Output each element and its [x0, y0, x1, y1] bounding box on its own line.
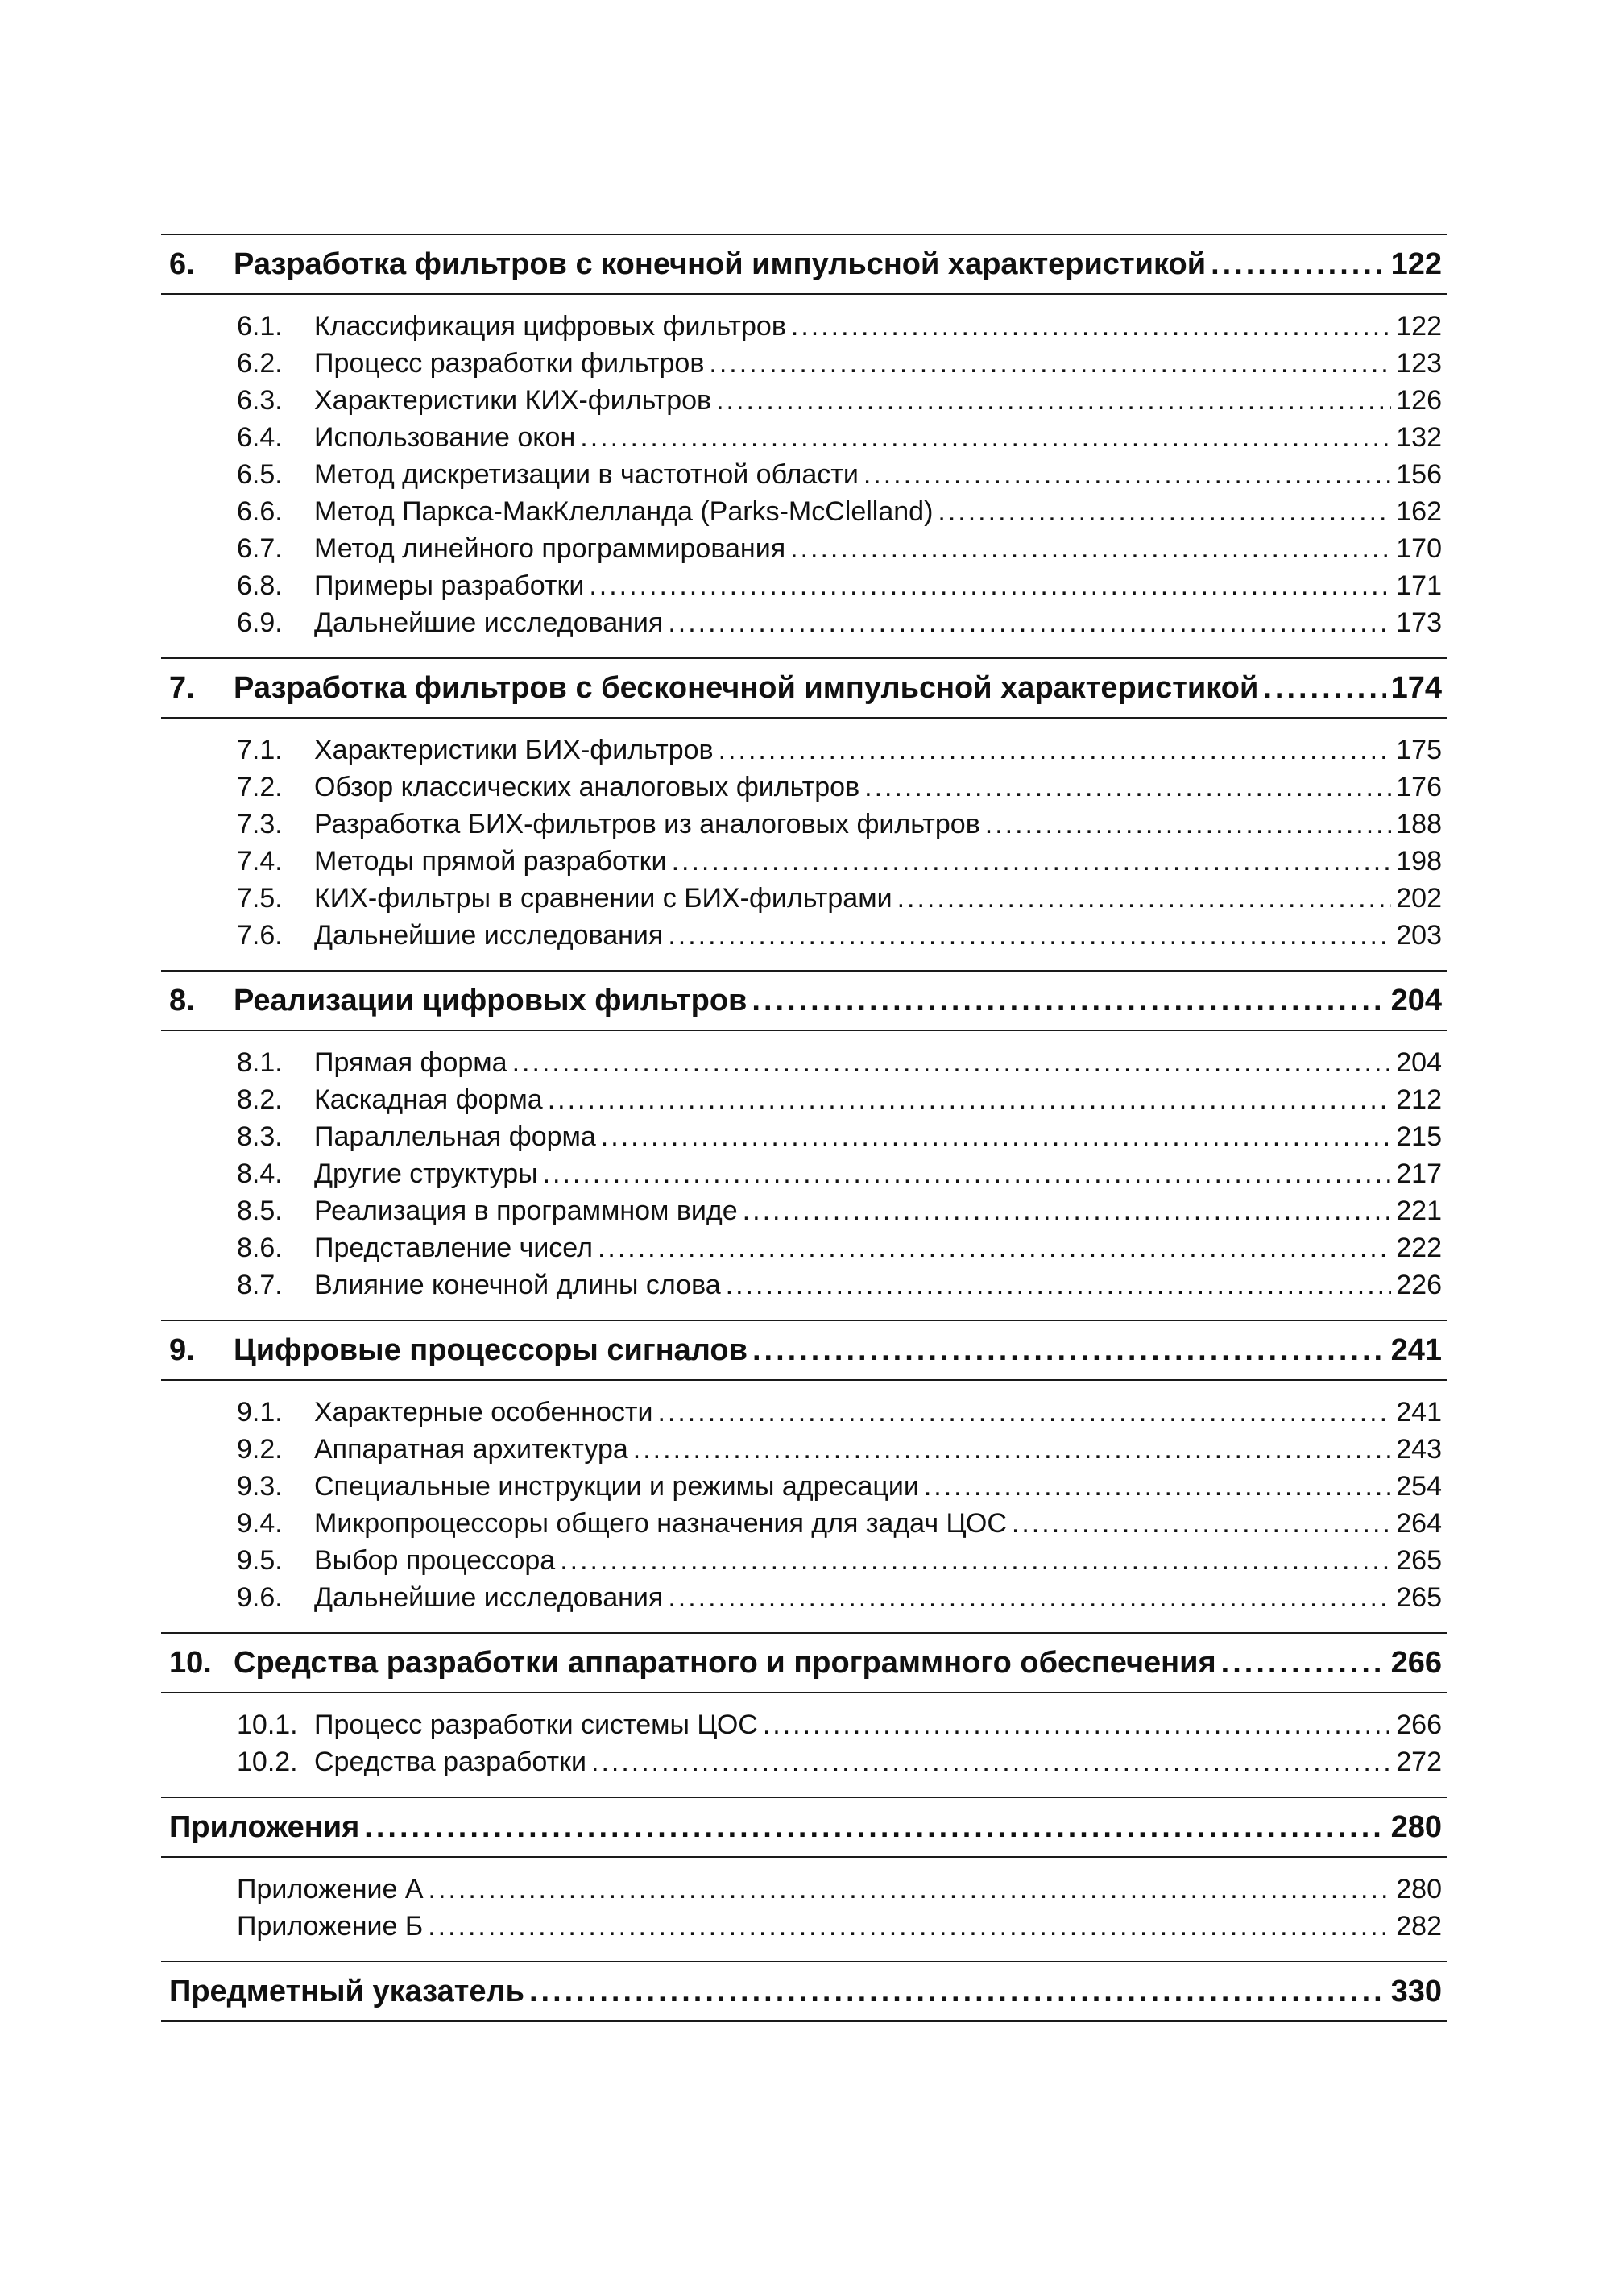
- dot-leader: [364, 1798, 1385, 1856]
- entry-title: Специальные инструкции и режимы адресации: [314, 1471, 919, 1502]
- entry-number: 8.3.: [237, 1121, 283, 1152]
- entry-title: Каскадная форма: [314, 1084, 543, 1115]
- entry-title: Процесс разработки фильтров: [314, 348, 705, 379]
- dot-leader: [1221, 1634, 1386, 1692]
- entry-title: Характеристики БИХ-фильтров: [314, 735, 714, 765]
- toc-entry[interactable]: [161, 382, 1447, 419]
- chapter-heading[interactable]: [161, 1321, 1447, 1379]
- index-section: [161, 1961, 1447, 2022]
- entry-number: 6.7.: [237, 533, 283, 564]
- index-heading[interactable]: [161, 1962, 1447, 2020]
- dot-leader: [1012, 1505, 1391, 1542]
- entry-number: 8.4.: [237, 1158, 283, 1189]
- entry-page: 265: [1396, 1582, 1442, 1613]
- dot-leader: [985, 806, 1392, 843]
- dot-leader: [1211, 235, 1386, 293]
- entry-title: Процесс разработки системы ЦОС: [314, 1710, 758, 1740]
- entry-page: 222: [1396, 1233, 1442, 1263]
- chapter-page: 241: [1390, 1333, 1442, 1367]
- entry-page: 176: [1396, 772, 1442, 802]
- entry-title: Дальнейшие исследования: [314, 607, 664, 638]
- entry-number: 6.9.: [237, 607, 283, 638]
- entry-number: 6.6.: [237, 496, 283, 527]
- chapter-page: 204: [1390, 984, 1442, 1017]
- toc-entry[interactable]: [161, 769, 1447, 806]
- chapter-number: 6.: [169, 247, 195, 281]
- entry-page: 243: [1396, 1434, 1442, 1465]
- entry-page: 221: [1396, 1196, 1442, 1226]
- dot-leader: [672, 843, 1392, 880]
- appendices-heading[interactable]: [161, 1798, 1447, 1856]
- dot-leader: [591, 1743, 1391, 1780]
- entry-number: 6.8.: [237, 570, 283, 601]
- dot-leader: [743, 1192, 1392, 1229]
- chapter-items: [161, 1692, 1447, 1797]
- chapter-10-section: [161, 1632, 1447, 1797]
- entry-page: 162: [1396, 496, 1442, 527]
- entry-title: Микропроцессоры общего назначения для задач ЦОС: [314, 1508, 1007, 1539]
- chapter-title: Разработка фильтров с конечной импульсной характеристикой: [234, 247, 1207, 281]
- entry-number: 7.2.: [237, 772, 283, 802]
- appendix-items: [161, 1856, 1447, 1961]
- toc-entry[interactable]: [161, 493, 1447, 530]
- entry-title: Выбор процессора: [314, 1545, 556, 1576]
- entry-page: 282: [1396, 1911, 1442, 1942]
- entry-number: 8.1.: [237, 1047, 283, 1078]
- entry-title: Использование окон: [314, 422, 576, 453]
- entry-number: 9.1.: [237, 1397, 283, 1428]
- dot-leader: [709, 345, 1391, 382]
- dot-leader: [938, 493, 1391, 530]
- chapter-number: 10.: [169, 1646, 212, 1680]
- dot-leader: [719, 731, 1392, 769]
- toc-entry[interactable]: [161, 731, 1447, 769]
- toc-entry[interactable]: [161, 419, 1447, 456]
- entry-page: 241: [1396, 1397, 1442, 1428]
- toc-entry[interactable]: [161, 1542, 1447, 1579]
- toc-entry[interactable]: [161, 1155, 1447, 1192]
- entry-title: Метод линейного программирования: [314, 533, 786, 564]
- chapter-number: 8.: [169, 984, 195, 1017]
- dot-leader: [429, 1871, 1392, 1908]
- chapter-heading[interactable]: [161, 1634, 1447, 1692]
- dot-leader: [763, 1706, 1391, 1743]
- entry-page: 175: [1396, 735, 1442, 765]
- toc-entry[interactable]: [161, 1743, 1447, 1780]
- entry-title: Приложение А: [237, 1874, 424, 1904]
- entry-title: Обзор классических аналоговых фильтров: [314, 772, 860, 802]
- entry-title: Представление чисел: [314, 1233, 593, 1263]
- chapter-6-section: [161, 234, 1447, 657]
- entry-title: Прямая форма: [314, 1047, 507, 1078]
- entry-title: Средства разработки: [314, 1747, 586, 1777]
- chapter-title: Реализации цифровых фильтров: [234, 984, 748, 1017]
- dot-leader: [560, 1542, 1391, 1579]
- dot-leader: [752, 972, 1385, 1030]
- toc-entry[interactable]: [161, 1505, 1447, 1542]
- entry-number: 9.4.: [237, 1508, 283, 1539]
- appendices-section: [161, 1797, 1447, 1961]
- entry-number: 9.6.: [237, 1582, 283, 1613]
- dot-leader: [726, 1266, 1392, 1303]
- dot-leader: [589, 567, 1391, 604]
- entry-number: 7.4.: [237, 846, 283, 877]
- entry-page: 170: [1396, 533, 1442, 564]
- entry-number: 6.4.: [237, 422, 283, 453]
- dot-leader: [897, 880, 1392, 917]
- entry-page: 123: [1396, 348, 1442, 379]
- entry-number: 9.3.: [237, 1471, 283, 1502]
- entry-number: 7.5.: [237, 883, 283, 914]
- toc-entry[interactable]: [161, 806, 1447, 843]
- entry-page: 171: [1396, 570, 1442, 601]
- dot-leader: [580, 419, 1391, 456]
- dot-leader: [716, 382, 1391, 419]
- entry-page: 188: [1396, 809, 1442, 839]
- appendices-page: 280: [1390, 1810, 1442, 1844]
- entry-title: Классификация цифровых фильтров: [314, 311, 786, 342]
- entry-title: Примеры разработки: [314, 570, 585, 601]
- entry-page: 126: [1396, 385, 1442, 416]
- dot-leader: [543, 1155, 1392, 1192]
- chapter-number: 9.: [169, 1333, 195, 1367]
- dot-leader: [668, 917, 1391, 954]
- chapter-heading[interactable]: [161, 659, 1447, 717]
- toc-entry[interactable]: [161, 604, 1447, 641]
- entry-number: 10.2.: [237, 1747, 298, 1777]
- entry-title: Методы прямой разработки: [314, 846, 667, 877]
- chapter-title: Средства разработки аппаратного и программного обеспечения: [234, 1646, 1216, 1680]
- toc-entry[interactable]: [161, 1579, 1447, 1616]
- entry-title: Метод дискретизации в частотной области: [314, 459, 859, 490]
- entry-number: 7.3.: [237, 809, 283, 839]
- dot-leader: [668, 1579, 1391, 1616]
- toc-entry[interactable]: [161, 1706, 1447, 1743]
- chapter-items: [161, 1379, 1447, 1632]
- chapter-page: 122: [1390, 247, 1442, 281]
- entry-title: Другие структуры: [314, 1158, 538, 1189]
- toc-entry[interactable]: [161, 843, 1447, 880]
- entry-title: Разработка БИХ-фильтров из аналоговых фильтров: [314, 809, 980, 839]
- entry-number: 6.5.: [237, 459, 283, 490]
- toc-entry[interactable]: [161, 917, 1447, 954]
- chapter-items: [161, 1030, 1447, 1320]
- chapter-7-section: [161, 657, 1447, 970]
- entry-number: 7.6.: [237, 920, 283, 951]
- entry-page: 132: [1396, 422, 1442, 453]
- toc-entry[interactable]: [161, 1229, 1447, 1266]
- dot-leader: [790, 530, 1391, 567]
- entry-title: Влияние конечной длины слова: [314, 1270, 721, 1300]
- entry-title: Характерные особенности: [314, 1397, 653, 1428]
- dot-leader: [924, 1468, 1391, 1505]
- entry-page: 254: [1396, 1471, 1442, 1502]
- entry-title: Дальнейшие исследования: [314, 1582, 664, 1613]
- entry-number: 8.2.: [237, 1084, 283, 1115]
- entry-page: 198: [1396, 846, 1442, 877]
- chapter-page: 174: [1390, 671, 1442, 705]
- dot-leader: [428, 1908, 1391, 1945]
- chapter-items: [161, 293, 1447, 657]
- toc-entry[interactable]: [161, 530, 1447, 567]
- entry-number: 6.2.: [237, 348, 283, 379]
- toc-entry[interactable]: [161, 308, 1447, 345]
- entry-number: 6.3.: [237, 385, 283, 416]
- entry-page: 156: [1396, 459, 1442, 490]
- toc-entry[interactable]: [161, 1908, 1447, 1945]
- dot-leader: [529, 1962, 1386, 2020]
- dot-leader: [863, 456, 1391, 493]
- entry-title: Метод Паркса-МакКлелланда (Parks-McClelland): [314, 496, 934, 527]
- toc-entry[interactable]: [161, 880, 1447, 917]
- dot-leader: [598, 1229, 1391, 1266]
- toc-entry[interactable]: [161, 1394, 1447, 1431]
- dot-leader: [1263, 659, 1385, 717]
- toc-entry[interactable]: [161, 1468, 1447, 1505]
- chapter-9-section: [161, 1320, 1447, 1632]
- index-title: Предметный указатель: [169, 1975, 524, 2008]
- entry-page: 202: [1396, 883, 1442, 914]
- chapter-heading[interactable]: [161, 972, 1447, 1030]
- dot-leader: [633, 1431, 1391, 1468]
- entry-page: 173: [1396, 607, 1442, 638]
- entry-page: 217: [1396, 1158, 1442, 1189]
- chapter-number: 7.: [169, 671, 195, 705]
- entry-title: Приложение Б: [237, 1911, 424, 1942]
- toc-entry[interactable]: [161, 1871, 1447, 1908]
- entry-title: КИХ-фильтры в сравнении с БИХ-фильтрами: [314, 883, 892, 914]
- entry-number: 8.6.: [237, 1233, 283, 1263]
- toc-entry[interactable]: [161, 1266, 1447, 1303]
- entry-page: 272: [1396, 1747, 1442, 1777]
- entry-number: 10.1.: [237, 1710, 298, 1740]
- dot-leader: [668, 604, 1391, 641]
- toc-entry[interactable]: [161, 345, 1447, 382]
- toc-entry[interactable]: [161, 1431, 1447, 1468]
- toc-entry[interactable]: [161, 1192, 1447, 1229]
- dot-leader: [864, 769, 1391, 806]
- entry-page: 265: [1396, 1545, 1442, 1576]
- dot-leader: [512, 1044, 1392, 1081]
- entry-number: 9.2.: [237, 1434, 283, 1465]
- dot-leader: [791, 308, 1391, 345]
- toc-entry[interactable]: [161, 1081, 1447, 1118]
- toc-entry[interactable]: [161, 567, 1447, 604]
- entry-page: 264: [1396, 1508, 1442, 1539]
- entry-page: 204: [1396, 1047, 1442, 1078]
- dot-leader: [752, 1321, 1386, 1379]
- index-page: 330: [1390, 1975, 1442, 2008]
- entry-page: 215: [1396, 1121, 1442, 1152]
- toc-entry[interactable]: [161, 456, 1447, 493]
- chapter-items: [161, 717, 1447, 970]
- toc-entry[interactable]: [161, 1044, 1447, 1081]
- appendices-title: Приложения: [169, 1810, 360, 1844]
- entry-title: Параллельная форма: [314, 1121, 596, 1152]
- chapter-8-section: [161, 970, 1447, 1320]
- entry-number: 6.1.: [237, 311, 283, 342]
- dot-leader: [657, 1394, 1391, 1431]
- table-of-contents: [161, 234, 1447, 2022]
- entry-page: 212: [1396, 1084, 1442, 1115]
- entry-number: 9.5.: [237, 1545, 283, 1576]
- entry-page: 280: [1396, 1874, 1442, 1904]
- chapter-page: 266: [1390, 1646, 1442, 1680]
- entry-page: 122: [1396, 311, 1442, 342]
- entry-number: 8.5.: [237, 1196, 283, 1226]
- chapter-heading[interactable]: [161, 235, 1447, 293]
- entry-page: 203: [1396, 920, 1442, 951]
- toc-entry[interactable]: [161, 1118, 1447, 1155]
- entry-title: Дальнейшие исследования: [314, 920, 664, 951]
- chapter-title: Цифровые процессоры сигналов: [234, 1333, 748, 1367]
- dot-leader: [601, 1118, 1391, 1155]
- entry-number: 8.7.: [237, 1270, 283, 1300]
- chapter-title: Разработка фильтров с бесконечной импульсной характеристикой: [234, 671, 1259, 705]
- entry-page: 226: [1396, 1270, 1442, 1300]
- entry-page: 266: [1396, 1710, 1442, 1740]
- entry-title: Аппаратная архитектура: [314, 1434, 628, 1465]
- entry-number: 7.1.: [237, 735, 283, 765]
- dot-leader: [548, 1081, 1392, 1118]
- entry-title: Характеристики КИХ-фильтров: [314, 385, 712, 416]
- entry-title: Реализация в программном виде: [314, 1196, 738, 1226]
